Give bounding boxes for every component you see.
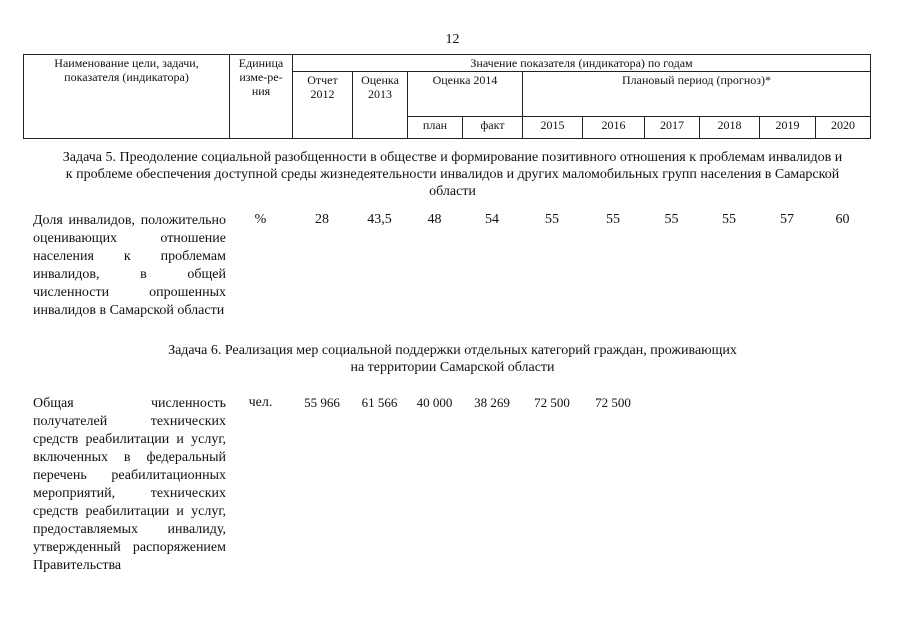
task5-value: 54 bbox=[485, 212, 499, 227]
task5-unit: % bbox=[254, 212, 267, 227]
header-plan: план bbox=[408, 117, 463, 139]
indicator-table-header bbox=[23, 54, 871, 139]
task6-value: 72 500 bbox=[534, 395, 570, 410]
task5-value: 48 bbox=[427, 212, 442, 227]
header-year: 2015 bbox=[523, 117, 583, 139]
task5-value: 60 bbox=[835, 212, 850, 227]
header-estimate-2013: Оценка 2013 bbox=[353, 72, 408, 139]
header-year: 2020 bbox=[816, 117, 871, 139]
task5-value: 28 bbox=[315, 212, 329, 227]
task5-value: 55 bbox=[545, 212, 559, 227]
header-year: 2016 bbox=[583, 117, 645, 139]
task5-value: 43,5 bbox=[367, 212, 392, 227]
task6-value: 40 000 bbox=[416, 395, 453, 410]
header-values-title: Значение показателя (индикатора) по годам bbox=[293, 55, 871, 72]
task5-value: 55 bbox=[606, 212, 620, 227]
header-year: 2017 bbox=[645, 117, 700, 139]
task6-unit: чел. bbox=[248, 395, 273, 410]
task6-value: 72 500 bbox=[595, 395, 631, 410]
task5-title: Задача 5. Преодоление социальной разобщенности в обществе и формирование позитивного отношения к проблемам инвалидов и к проблеме обеспечения доступной среды жизнедеятельности инвалидов и других маломобильных групп населения в Самарской области bbox=[62, 150, 843, 199]
header-planned-period: Плановый период (прогноз)* bbox=[523, 72, 871, 117]
task5-row-name: Доля инвалидов, положительно оценивающих отношение населения к проблемам инвалидов, в общей численности опрошенных инвалидов в Самарской области bbox=[33, 213, 226, 318]
header-fact: факт bbox=[463, 117, 523, 139]
task6-value: 38 269 bbox=[474, 395, 510, 410]
page-number: 12 bbox=[445, 32, 460, 47]
header-unit-column: Единица изме-ре-ния bbox=[230, 55, 293, 139]
header-report-2012: Отчет 2012 bbox=[293, 72, 353, 139]
header-year: 2019 bbox=[760, 117, 816, 139]
header-year: 2018 bbox=[700, 117, 760, 139]
task6-value: 61 566 bbox=[361, 395, 398, 410]
task5-value: 55 bbox=[722, 212, 736, 227]
task5-value: 57 bbox=[780, 212, 794, 227]
task6-title: Задача 6. Реализация мер социальной поддержки отдельных категорий граждан, проживающих на территории Самарской области bbox=[168, 343, 737, 375]
header-estimate-2014: Оценка 2014 bbox=[408, 72, 523, 117]
task5-value: 55 bbox=[664, 212, 679, 227]
task6-row-name: Общая численность получателей технических средств реабилитации и услуг, включенных в федеральный перечень реабилитационных мероприятий, технических средств реабилитации и услуг, предоставляемых инвалиду, утвержденный распоряжением Правительства bbox=[33, 396, 226, 573]
header-name-column: Наименование цели, задачи, показателя (индикатора) bbox=[24, 55, 230, 139]
task6-value: 55 966 bbox=[304, 395, 340, 410]
